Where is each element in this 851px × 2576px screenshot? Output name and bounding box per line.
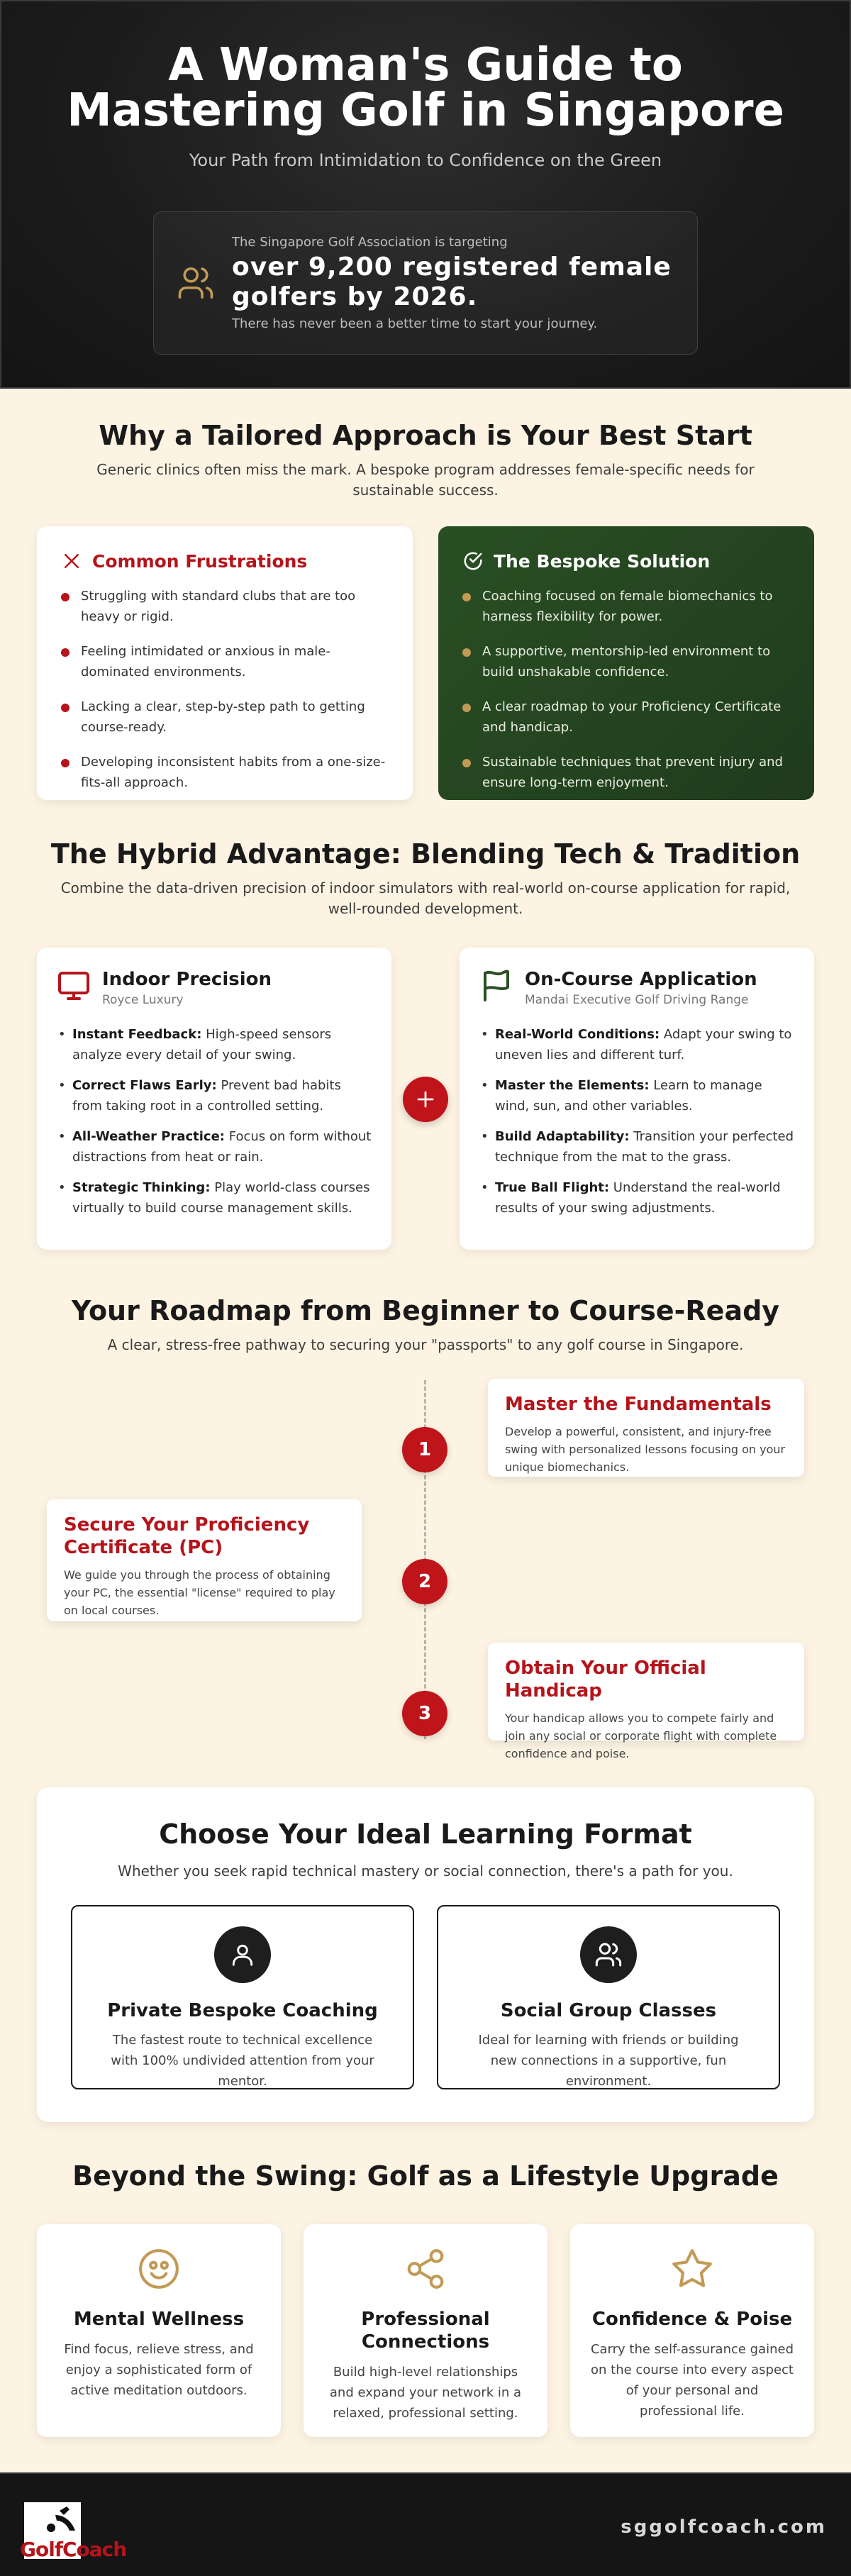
oncourse-header [479,969,794,1007]
oncourse-title: On-Course Application [525,969,757,990]
site-link[interactable]: sggolfcoach.com [621,2516,827,2538]
oncourse-list [479,1024,794,1218]
step-text: We guide you through the process of obtaining your PC, the essential "license" required to play on local courses. [64,1568,335,1617]
list-item: • Build Adaptability: Transition your perfected technique from the mat to the grass. [479,1126,794,1167]
list-item: • Strategic Thinking: Play world-class courses virtually to build course management skills. [57,1177,372,1218]
hybrid-title: The Hybrid Advantage: Blending Tech & Tradition [50,838,801,870]
logo-text: GolfCoach [20,2538,127,2561]
lifestyle-card-title: Confidence & Poise [591,2309,793,2330]
logo[interactable] [20,2502,127,2561]
user-icon [214,1926,271,1983]
hero-section [0,0,851,389]
format-title: Choose Your Ideal Learning Format [159,1819,692,1850]
list-item: Lacking a clear, step-by-step path to getting course-ready. [61,696,389,738]
lifestyle-card-text: Carry the self-assurance gained on the course into every aspect of your personal and professional life. [590,2342,794,2419]
frustrations-title: Common Frustrations [92,550,308,572]
indoor-header [57,969,372,1007]
frustrations-panel [37,526,413,800]
lifestyle-card-text: Build high-level relationships and expand your network in a relaxed, professional setting. [329,2365,522,2421]
indoor-location: Royce Luxury [102,993,184,1007]
mental-wellness-card [37,2224,281,2437]
lifestyle-card-text: Find focus, relieve stress, and enjoy a sophisticated form of active meditation outdoors. [64,2342,254,2398]
hybrid-subtitle: Combine the data-driven precision of indoor simulators with real-world on-course application for rapid, well-rounded development. [60,879,791,917]
lifestyle-card-title: Professional Connections [361,2309,490,2353]
approach-columns [37,526,814,800]
step-card-1 [488,1379,804,1477]
list-item: • Real-World Conditions: Adapt your swing to uneven lies and different turf. [479,1024,794,1065]
users-icon [580,1926,637,1983]
format-subtitle: Whether you seek rapid technical mastery or social connection, there's a path for you. [118,1862,733,1880]
stat-main: over 9,200 registered female golfers by 2026. [232,252,672,311]
step-title: Master the Fundamentals [505,1394,772,1415]
list-item: • All-Weather Practice: Focus on form without distractions from heat or rain. [57,1126,372,1167]
group-title: Social Group Classes [500,2000,717,2021]
hero-subtitle: Your Path from Intimidation to Confidence on the Green [189,150,662,170]
format-section [37,1787,814,2122]
list-item: A supportive, mentorship-led environment to build unshakable confidence. [462,641,790,682]
list-item: • Correct Flaws Early: Prevent bad habits from taking root in a controlled setting. [57,1075,372,1116]
list-item: • True Ball Flight: Understand the real-world results of your swing adjustments. [479,1177,794,1218]
roadmap-title: Your Roadmap from Beginner to Course-Ready [71,1295,780,1326]
indoor-list [57,1024,372,1218]
private-title: Private Bespoke Coaching [107,2000,378,2021]
indoor-title: Indoor Precision [102,969,272,990]
list-item: Feeling intimidated or anxious in male-dominated environments. [61,641,389,682]
group-text: Ideal for learning with friends or building new connections in a supportive, fun environment. [478,2033,739,2089]
lifestyle-title: Beyond the Swing: Golf as a Lifestyle Upgrade [72,2160,779,2192]
step-number-2: 2 [402,1559,447,1604]
step-number-3: 3 [402,1691,447,1736]
flag-icon [479,969,513,1003]
list-item: Struggling with standard clubs that are too heavy or rigid. [61,586,389,627]
step-text: Develop a powerful, consistent, and injury-free swing with personalized lessons focusing on your unique biomechanics. [505,1425,786,1474]
lifestyle-cards [37,2224,814,2437]
professional-connections-card [304,2224,547,2437]
hybrid-cards [37,948,814,1250]
star-icon [670,2247,714,2291]
oncourse-location: Mandai Executive Golf Driving Range [525,993,749,1007]
private-text: The fastest route to technical excellence with 100% undivided attention from your mentor. [111,2033,374,2089]
confidence-card [570,2224,814,2437]
group-classes-option[interactable] [437,1905,780,2089]
lifestyle-card-title: Mental Wellness [73,2309,245,2330]
frustrations-list [61,586,389,793]
step-number-1: 1 [402,1427,447,1472]
list-item: Developing inconsistent habits from a one-size-fits-all approach. [61,752,389,793]
step-card-2 [47,1499,362,1621]
stat-card [153,211,698,355]
private-coaching-option[interactable] [71,1905,414,2089]
list-item: Coaching focused on female biomechanics to harness flexibility for power. [462,586,790,627]
oncourse-card [460,948,814,1250]
hybrid-section [0,838,851,1216]
stat-post: There has never been a better time to start your journey. [232,316,598,331]
step-text: Your handicap allows you to compete fairly and join any social or corporate flight with complete confidence and poise. [505,1711,777,1760]
stat-text [232,235,697,331]
indoor-card [37,948,391,1250]
roadmap-section [0,1295,851,1760]
approach-section [0,420,851,790]
approach-subtitle: Generic clinics often miss the mark. A bespoke program addresses female-specific needs for sustainable success. [96,461,755,499]
page-title: A Woman's Guide to Mastering Golf in Singapore [67,39,784,137]
users-icon [177,264,215,302]
list-item: • Master the Elements: Learn to manage wind, sun, and other variables. [479,1075,794,1116]
stat-pre: The Singapore Golf Association is targeting [232,235,508,250]
check-circle-icon [462,550,484,572]
share-icon [404,2247,447,2291]
step-card-3 [488,1643,804,1760]
x-icon [61,550,82,572]
plus-icon [403,1077,448,1122]
solution-title: The Bespoke Solution [494,550,711,572]
solution-panel [438,526,814,800]
list-item: • Instant Feedback: High-speed sensors analyze every detail of your swing. [57,1024,372,1065]
lifestyle-section [0,2160,851,2421]
footer [0,2472,851,2576]
monitor-icon [57,969,91,1003]
smile-icon [137,2247,181,2291]
frustrations-heading [61,550,389,572]
approach-title: Why a Tailored Approach is Your Best Start [99,420,752,451]
step-title: Obtain Your Official Handicap [505,1658,706,1701]
solution-heading [462,550,790,572]
solution-list [462,586,790,793]
list-item: A clear roadmap to your Proficiency Certificate and handicap. [462,696,790,738]
roadmap-subtitle: A clear, stress-free pathway to securing your "passports" to any golf course in Singapore. [107,1336,744,1353]
list-item: Sustainable techniques that prevent injury and ensure long-term enjoyment. [462,752,790,793]
step-title: Secure Your Proficiency Certificate (PC) [64,1514,310,1558]
